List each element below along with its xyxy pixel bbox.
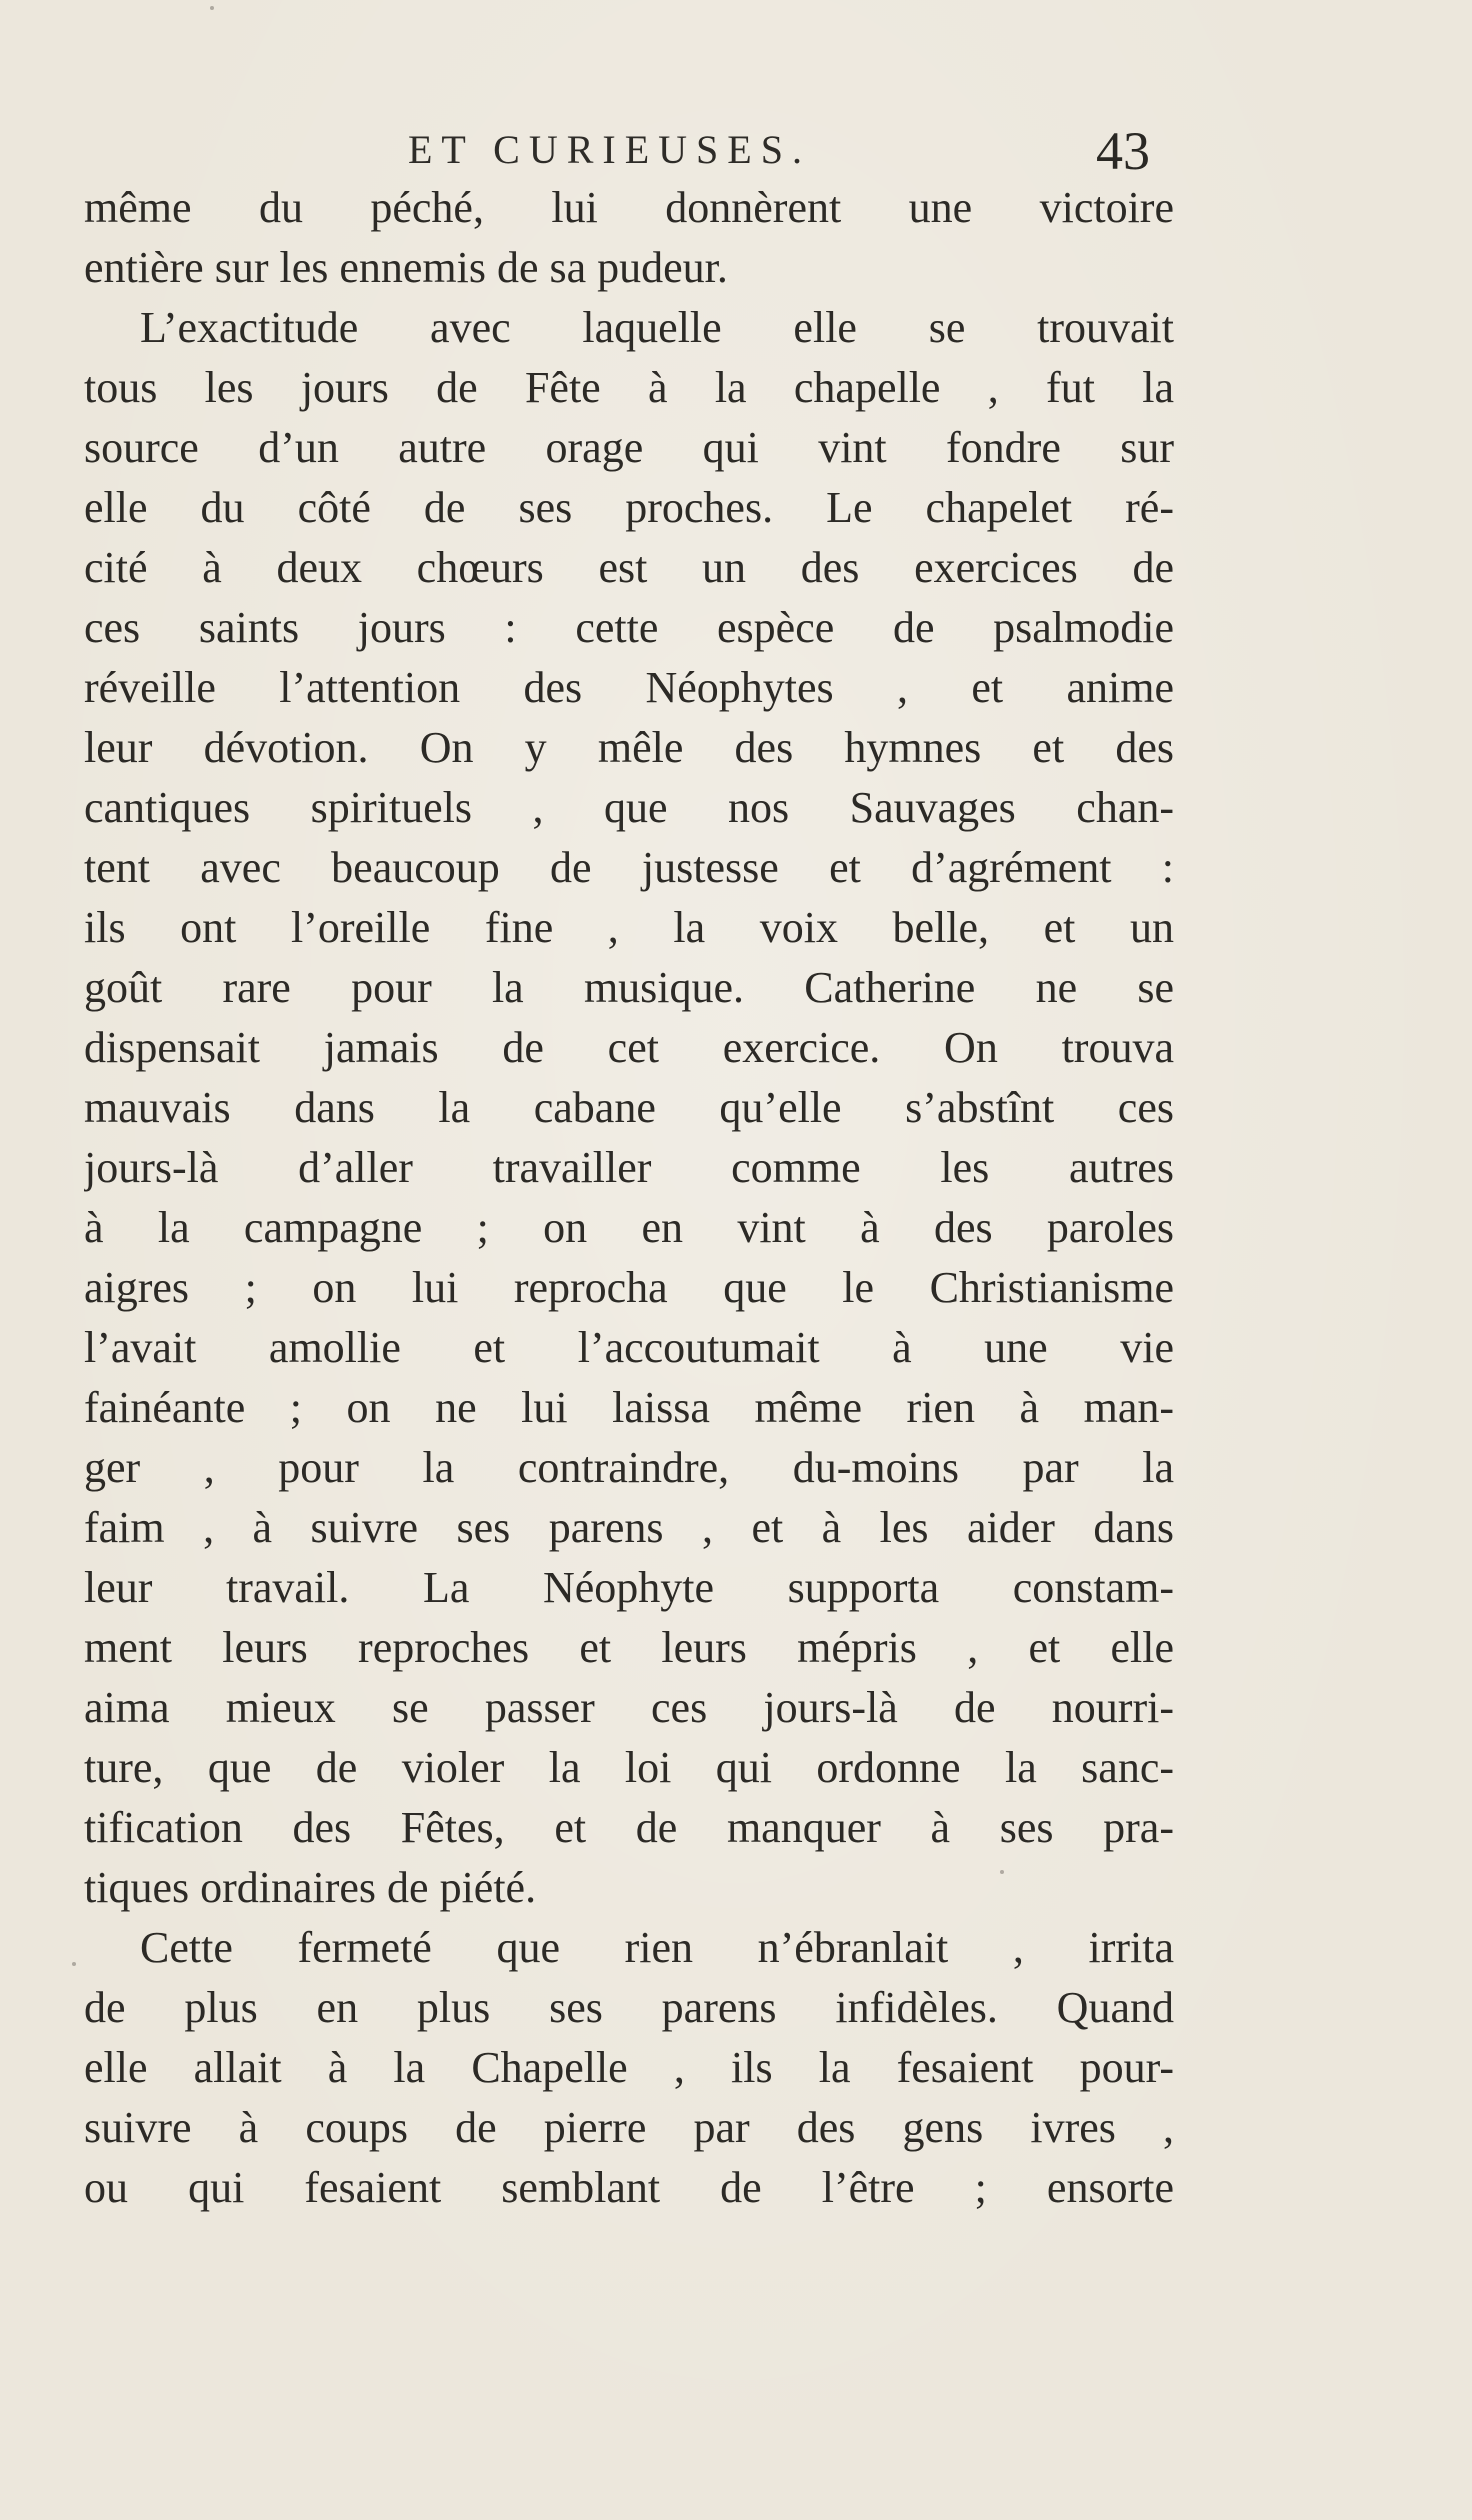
paper-speck <box>210 6 214 10</box>
text-line: ils ont l’oreille fine , la voix belle, et un <box>84 903 1174 952</box>
text-line: leur travail. La Néophyte supporta constam- <box>84 1563 1174 1612</box>
paper-speck <box>1000 1870 1004 1874</box>
text-line: fainéante ; on ne lui laissa même rien à man- <box>84 1383 1174 1432</box>
text-line: cantiques spirituels , que nos Sauvages chan- <box>84 783 1174 832</box>
text-line: ou qui fesaient semblant de l’être ; ensorte <box>84 2163 1174 2212</box>
text-line: ment leurs reproches et leurs mépris , et elle <box>84 1623 1174 1672</box>
text-line: dispensait jamais de cet exercice. On trouva <box>84 1023 1174 1072</box>
text-line: leur dévotion. On y mêle des hymnes et des <box>84 723 1174 772</box>
page-number: 43 <box>1096 121 1150 181</box>
text-line: tification des Fêtes, et de manquer à ses pra- <box>84 1803 1174 1852</box>
text-line: l’avait amollie et l’accoutumait à une vie <box>84 1323 1174 1372</box>
body-text <box>84 178 1174 2218</box>
text-line: goût rare pour la musique. Catherine ne se <box>84 963 1174 1012</box>
text-line: tent avec beaucoup de justesse et d’agrément : <box>84 843 1174 892</box>
text-line: tous les jours de Fête à la chapelle , fut la <box>84 363 1174 412</box>
text-line: source d’un autre orage qui vint fondre sur <box>84 423 1174 472</box>
page-header <box>0 120 1472 180</box>
text-line: ces saints jours : cette espèce de psalmodie <box>84 603 1174 652</box>
text-line: tiques ordinaires de piété. <box>84 1863 537 1912</box>
text-line: réveille l’attention des Néophytes , et anime <box>84 663 1174 712</box>
text-line: elle du côté de ses proches. Le chapelet ré- <box>84 483 1174 532</box>
text-line: aigres ; on lui reprocha que le Christianisme <box>84 1263 1174 1312</box>
text-line: mauvais dans la cabane qu’elle s’abstînt ces <box>84 1083 1174 1132</box>
text-line: jours-là d’aller travailler comme les autres <box>84 1143 1174 1192</box>
text-line: L’exactitude avec laquelle elle se trouvait <box>140 303 1174 352</box>
paper-speck <box>72 1962 76 1966</box>
text-line: ger , pour la contraindre, du-moins par la <box>84 1443 1174 1492</box>
text-line: entière sur les ennemis de sa pudeur. <box>84 243 728 292</box>
text-line: suivre à coups de pierre par des gens ivres , <box>84 2103 1174 2152</box>
text-line: faim , à suivre ses parens , et à les aider dans <box>84 1503 1174 1552</box>
text-line: aima mieux se passer ces jours-là de nourri- <box>84 1683 1174 1732</box>
text-line: elle allait à la Chapelle , ils la fesaient pour- <box>84 2043 1174 2092</box>
text-line: cité à deux chœurs est un des exercices de <box>84 543 1174 592</box>
text-line: de plus en plus ses parens infidèles. Quand <box>84 1983 1174 2032</box>
text-line: Cette fermeté que rien n’ébranlait , irrita <box>140 1923 1174 1972</box>
text-line: ture, que de violer la loi qui ordonne la sanc- <box>84 1743 1174 1792</box>
running-head: ET CURIEUSES. <box>408 127 811 172</box>
text-line: à la campagne ; on en vint à des paroles <box>84 1203 1174 1252</box>
text-line: même du péché, lui donnèrent une victoire <box>84 183 1174 232</box>
